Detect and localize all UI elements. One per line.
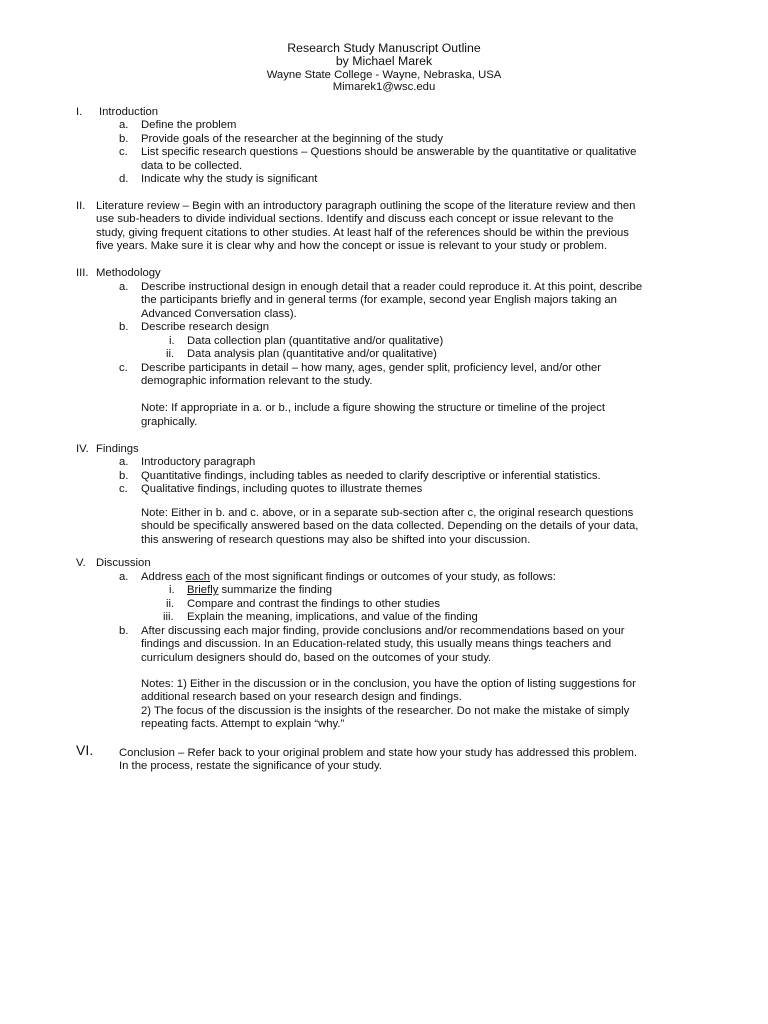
list-item: List specific research questions – Questions should be answerable by the quantitative or qualitative [141, 146, 637, 158]
item-label: c. [119, 362, 128, 374]
document-title: Research Study Manuscript Outline [287, 41, 481, 55]
paragraph-line: Literature review – Begin with an introductory paragraph outlining the scope of the literature review and then [96, 200, 636, 212]
list-item: Define the problem [141, 119, 237, 131]
sub-list-item: Data collection plan (quantitative and/or qualitative) [187, 335, 444, 347]
list-item: Describe research design [141, 321, 270, 333]
item-label: d. [119, 173, 129, 185]
sub-list-item: Data analysis plan (quantitative and/or qualitative) [187, 348, 437, 360]
list-item-continued: the participants briefly and in general terms (for example, second year English majors taking an [141, 294, 617, 306]
section-5-number: V. [76, 557, 86, 569]
paragraph-line: five years. Make sure it is clear why and how the concept or issue is relevant to your study or problem. [96, 240, 608, 252]
note-line: should be specifically answered based on the data collected. Depending on the details of your data, [141, 520, 639, 532]
list-item-continued: findings and discussion. In an Education-related study, this usually means things teachers and [141, 638, 612, 650]
section-4-title: Findings [96, 443, 139, 455]
list-item-continued: demographic information relevant to the study. [141, 375, 373, 387]
sub-list-item: Compare and contrast the findings to other studies [187, 598, 441, 610]
document-author: by Michael Marek [335, 54, 433, 69]
list-item-text: of the most significant findings or outcomes of your study, as follows: [210, 571, 556, 583]
section-3-title: Methodology [96, 267, 161, 279]
emphasis-text: each [185, 571, 211, 583]
list-item-continued: Advanced Conversation class). [141, 308, 297, 320]
paragraph-line: study, giving frequent citations to other studies. At least half of the references should be within the previous [96, 227, 629, 239]
list-item-continued: data to be collected. [141, 160, 243, 172]
item-label: a. [119, 456, 129, 468]
item-label: b. [119, 470, 129, 482]
list-item [141, 571, 556, 584]
subitem-label: ii. [166, 348, 175, 360]
item-label: a. [119, 281, 129, 293]
list-item: Provide goals of the researcher at the beginning of the study [141, 133, 444, 145]
document-header [0, 42, 768, 94]
note-line: 2) The focus of the discussion is the insights of the researcher. Do not make the mistake of simply [141, 705, 630, 717]
section-3-number: III. [76, 267, 89, 279]
subitem-label: i. [169, 584, 175, 596]
list-item: Describe participants in detail – how many, ages, gender split, proficiency level, and/or other [141, 362, 602, 374]
list-item: Quantitative findings, including tables as needed to clarify descriptive or inferential statistics. [141, 470, 601, 482]
list-item-text: Address [141, 571, 186, 583]
section-2-number: II. [76, 200, 86, 212]
section-6-number: VI. [76, 742, 94, 758]
item-label: a. [119, 119, 129, 131]
section-1-title: Introduction [99, 106, 159, 118]
note-line: repeating facts. Attempt to explain “why.” [141, 718, 345, 730]
item-label: c. [119, 146, 128, 158]
note-line: Note: Either in b. and c. above, or in a separate sub-section after c, the original research questions [141, 507, 634, 519]
sub-list-item [187, 584, 332, 597]
list-item: Qualitative findings, including quotes to illustrate themes [141, 483, 423, 495]
list-item: Describe instructional design in enough detail that a reader could reproduce it. At this point, describe [141, 281, 643, 293]
list-item: Introductory paragraph [141, 456, 256, 468]
subitem-label: iii. [163, 611, 174, 623]
paragraph-line: In the process, restate the significance of your study. [119, 760, 382, 772]
paragraph-line: use sub-headers to divide individual sections. Identify and discuss each concept or issue relevant to the [96, 213, 614, 225]
item-label: c. [119, 483, 128, 495]
subitem-label: i. [169, 335, 175, 347]
sub-list-item: Explain the meaning, implications, and value of the finding [187, 611, 478, 623]
section-4-number: IV. [76, 443, 89, 455]
item-label: b. [119, 625, 129, 637]
list-item: Indicate why the study is significant [141, 173, 318, 185]
list-item-continued: curriculum designers should do, based on the outcomes of your study. [141, 652, 492, 664]
note-line: additional research based on your research design and findings. [141, 691, 462, 703]
subitem-label: ii. [166, 598, 175, 610]
item-label: b. [119, 321, 129, 333]
note-line: this answering of research questions may also be shifted into your discussion. [141, 534, 531, 546]
paragraph-line: Conclusion – Refer back to your original problem and state how your study has addressed this problem. [119, 747, 638, 759]
sub-list-item-text: summarize the finding [218, 584, 333, 596]
author-email: Mimarek1@wsc.edu [332, 81, 436, 94]
item-label: a. [119, 571, 129, 583]
emphasis-text: Briefly [187, 584, 219, 596]
note-line: Note: If appropriate in a. or b., include a figure showing the structure or timeline of the project [141, 402, 606, 414]
author-affiliation: Wayne State College - Wayne, Nebraska, USA [266, 68, 502, 81]
list-item: After discussing each major finding, provide conclusions and/or recommendations based on your [141, 625, 625, 637]
item-label: b. [119, 133, 129, 145]
note-line: graphically. [141, 416, 198, 428]
note-line: Notes: 1) Either in the discussion or in the conclusion, you have the option of listing suggestions for [141, 678, 636, 690]
section-1-number: I. [76, 106, 83, 118]
section-5-title: Discussion [96, 557, 151, 569]
